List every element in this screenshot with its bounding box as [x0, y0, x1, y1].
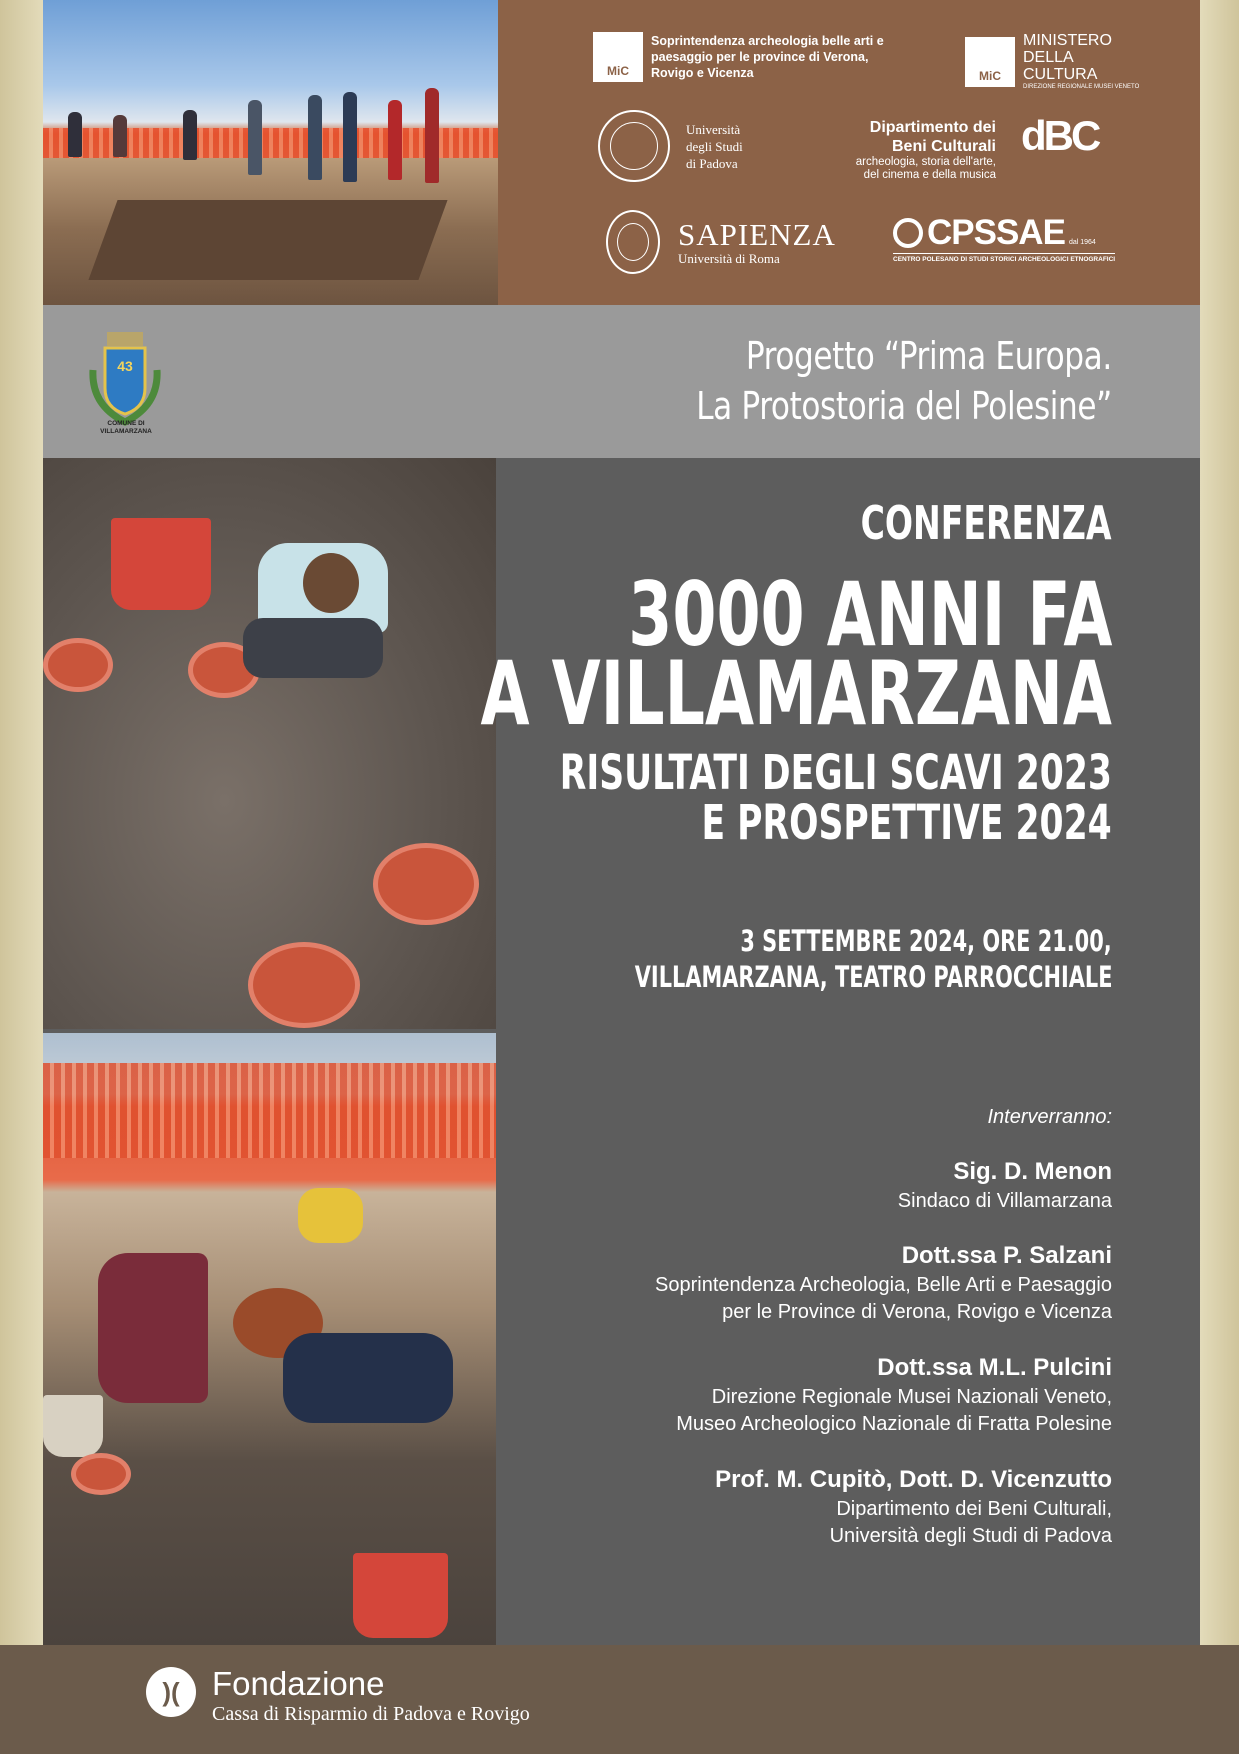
speaker-role: Sindaco di Villamarzana: [897, 1190, 1112, 1212]
excavation-photo-bottom: [43, 1033, 496, 1645]
comune-label: COMUNE DI VILLAMARZANA: [100, 420, 152, 435]
cpssae-wheel-icon: [893, 218, 923, 248]
excavation-photo-top: [43, 0, 498, 305]
soprintendenza-name: Soprintendenza archeologia belle arti e paesaggio per le province di Verona, Rovigo e Vicenza: [651, 34, 884, 80]
dbc-mark: dBC: [1021, 112, 1099, 159]
mic-icon: MiC: [593, 32, 643, 82]
sapienza-logo: SAPIENZA Università di Roma: [606, 210, 836, 274]
sapienza-seal-icon: [606, 210, 660, 274]
left-margin: [0, 0, 43, 1645]
speaker-name: Prof. M. Cupitò, Dott. D. Vicenzutto: [715, 1466, 1112, 1493]
event-kind: CONFERENZA: [861, 496, 1112, 550]
event-date: 3 SETTEMBRE 2024, ORE 21.00,: [740, 924, 1112, 958]
project-band: [43, 305, 1200, 458]
fondazione-subtitle: Cassa di Risparmio di Padova e Rovigo: [212, 1703, 530, 1725]
mic-icon: MiC: [965, 37, 1015, 87]
crest-number: 43: [117, 358, 133, 374]
speaker-role: Università degli Studi di Padova: [829, 1525, 1112, 1547]
speaker-role: Soprintendenza Archeologia, Belle Arti e Paesaggio: [655, 1274, 1112, 1296]
event-subtitle-line-1: RISULTATI DEGLI SCAVI 2023: [559, 745, 1112, 801]
project-title: Progetto “Prima Europa. La Protostoria del Polesine”: [696, 334, 1112, 428]
speaker-role: Direzione Regionale Musei Nazionali Veneto,: [711, 1386, 1112, 1408]
speaker-name: Dott.ssa P. Salzani: [901, 1242, 1112, 1269]
speakers-intro: Interverranno:: [987, 1106, 1112, 1128]
right-margin: [1200, 0, 1239, 1645]
speaker-role: Dipartimento dei Beni Culturali,: [836, 1498, 1112, 1520]
event-title-line-1: 3000 ANNI FA: [627, 563, 1112, 666]
ministero-logo: MiC MINISTERO DELLA CULTURA DIREZIONE REGIONALE MUSEI VENETO: [965, 32, 1139, 92]
unipd-seal-icon: [598, 110, 670, 182]
fondazione-logo-icon: )(: [146, 1667, 196, 1717]
sponsor-footer: [0, 1645, 1239, 1754]
event-venue: VILLAMARZANA, TEATRO PARROCCHIALE: [634, 960, 1112, 994]
unipd-logo: Università degli Studi di Padova: [598, 110, 743, 182]
soprintendenza-logo: [593, 32, 891, 82]
excavation-photo-middle: [43, 458, 496, 1029]
speaker-name: Dott.ssa M.L. Pulcini: [877, 1354, 1112, 1381]
speaker-role: Museo Archeologico Nazionale di Fratta Polesine: [676, 1413, 1112, 1435]
partner-logos-header: [498, 0, 1200, 305]
event-title-line-2: A VILLAMARZANA: [480, 642, 1112, 745]
dbc-logo-text: Dipartimento dei Beni Culturali archeologia, storia dell'arte, del cinema e della musica: [855, 119, 996, 181]
speaker-role: per le Province di Verona, Rovigo e Vicenza: [722, 1301, 1112, 1323]
event-subtitle-line-2: E PROSPETTIVE 2024: [701, 795, 1112, 851]
cpssae-subtitle: CENTRO POLESANO DI STUDI STORICI ARCHEOLOGICI ETNOGRAFICI: [893, 253, 1115, 263]
fondazione-title: Fondazione: [212, 1665, 385, 1702]
speaker-name: Sig. D. Menon: [953, 1158, 1112, 1185]
event-details: [480, 458, 1200, 1645]
cpssae-logo: CPSSAE dal 1964: [893, 216, 1096, 250]
